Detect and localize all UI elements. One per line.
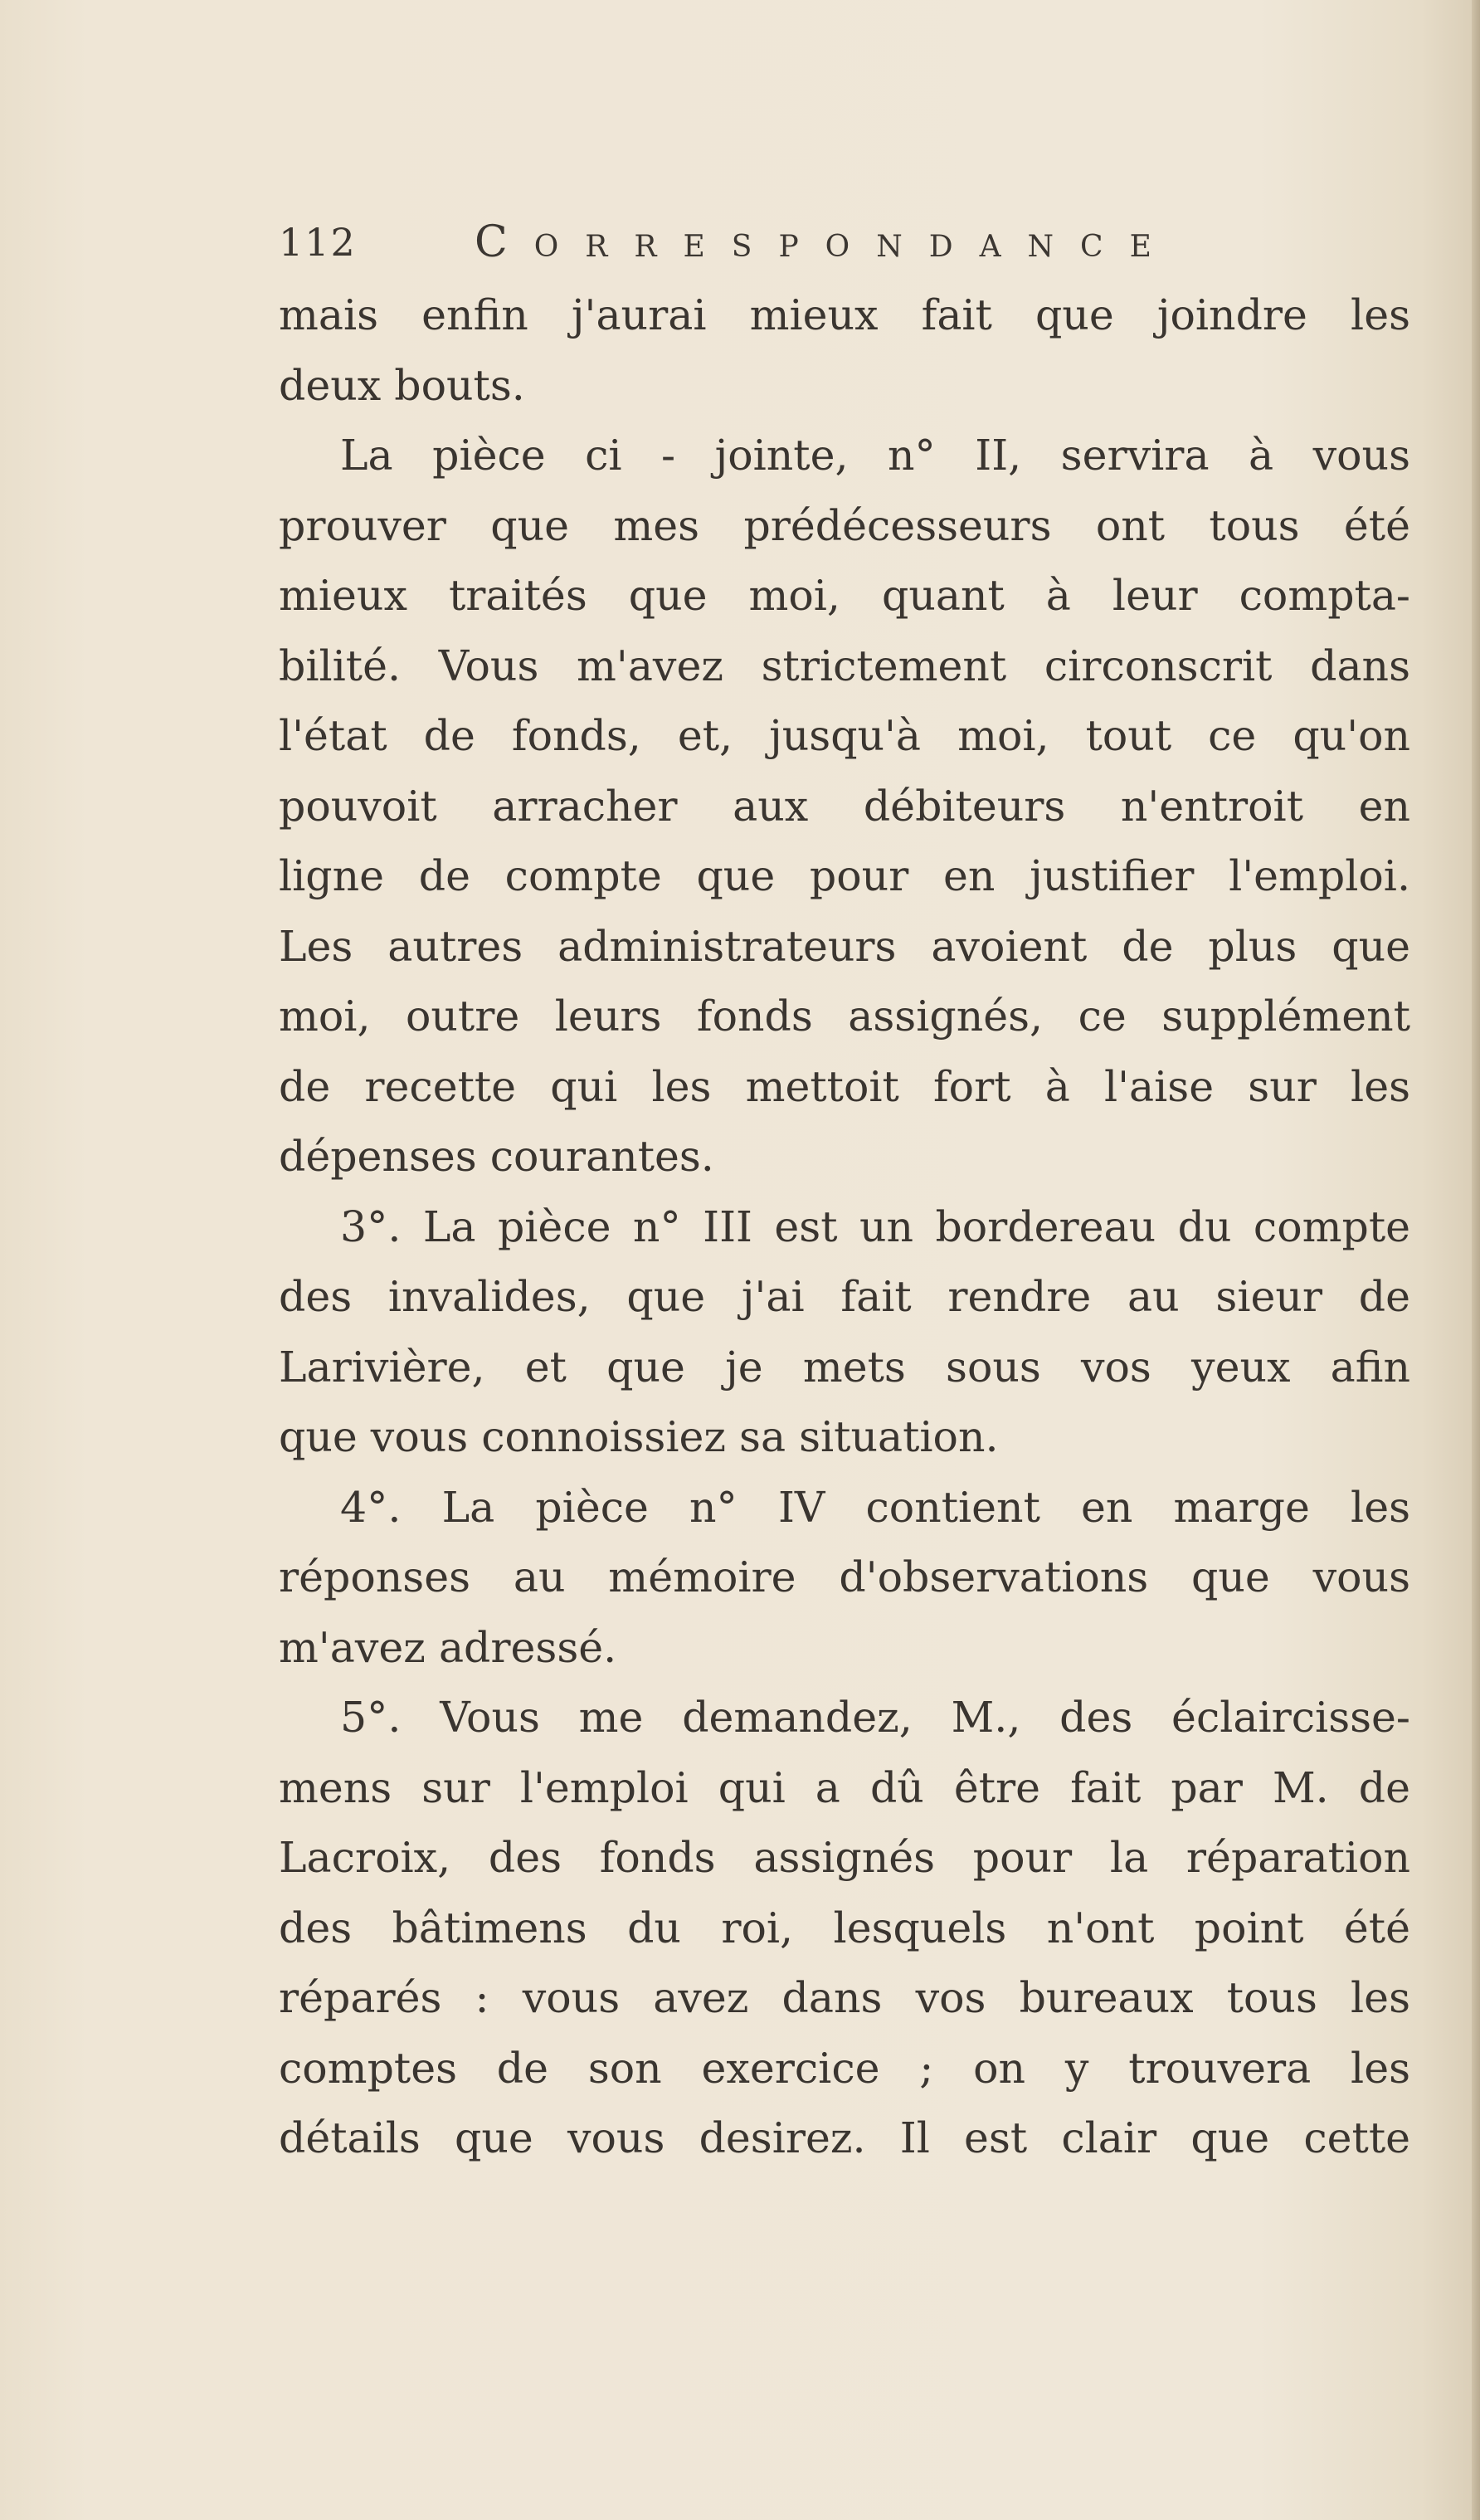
text-line: l'état de fonds, et, jusqu'à moi, tout ce qu'on: [279, 711, 1410, 760]
text-line: 3°. La pièce n° III est un bordereau du compte: [340, 1202, 1410, 1251]
text-line: mieux traités que moi, quant à leur compta-: [279, 571, 1410, 620]
text-line: mais enfin j'aurai mieux fait que joindre les: [279, 290, 1410, 339]
running-head-initial: C: [475, 217, 534, 267]
text-line: détails que vous desirez. Il est clair que cette: [279, 2113, 1410, 2162]
text-line: 4°. La pièce n° IV contient en marge les: [340, 1482, 1410, 1532]
text-line: Lacroix, des fonds assignés pour la réparation: [279, 1833, 1410, 1882]
running-head: [475, 209, 1178, 280]
page-number: 112: [279, 220, 357, 265]
text-line: deux bouts.: [279, 360, 525, 410]
text-line: des invalides, que j'ai fait rendre au sieur de: [279, 1272, 1410, 1321]
text-line: prouver que mes prédécesseurs ont tous été: [279, 500, 1410, 550]
text-line: Les autres administrateurs avoient de plus que: [279, 921, 1410, 971]
text-line: ligne de compte que pour en justifier l'emploi.: [279, 851, 1410, 900]
body-text: [279, 280, 1410, 2174]
text-line: des bâtimens du roi, lesquels n'ont point été: [279, 1903, 1410, 1952]
text-line: comptes de son exercice ; on y trouvera les: [279, 2043, 1410, 2093]
text-line: La pièce ci - jointe, n° II, servira à vous: [340, 431, 1410, 480]
text-line: mens sur l'emploi qui a dû être fait par M. de: [279, 1762, 1410, 1812]
page-edge: [1472, 0, 1480, 2520]
text-line: dépenses courantes.: [279, 1132, 714, 1181]
text-line: de recette qui les mettoit fort à l'aise sur les: [279, 1061, 1410, 1111]
text-line: réponses au mémoire d'observations que vous: [279, 1552, 1410, 1601]
text-line: Larivière, et que je mets sous vos yeux afin: [279, 1342, 1410, 1392]
text-line: réparés : vous avez dans vos bureaux tous les: [279, 1973, 1410, 2022]
text-line: 5°. Vous me demandez, M., des éclaircisse-: [340, 1693, 1410, 1742]
text-line: bilité. Vous m'avez strictement circonscrit dans: [279, 641, 1410, 690]
text-line: m'avez adressé.: [279, 1622, 617, 1672]
text-line: pouvoit arracher aux débiteurs n'entroit en: [279, 781, 1410, 831]
text-line: que vous connoissiez sa situation.: [279, 1412, 999, 1461]
page-header: [279, 209, 1424, 275]
text-line: moi, outre leurs fonds assignés, ce supplément: [279, 992, 1410, 1041]
running-head-rest: ORRESPONDANCE: [533, 230, 1178, 264]
